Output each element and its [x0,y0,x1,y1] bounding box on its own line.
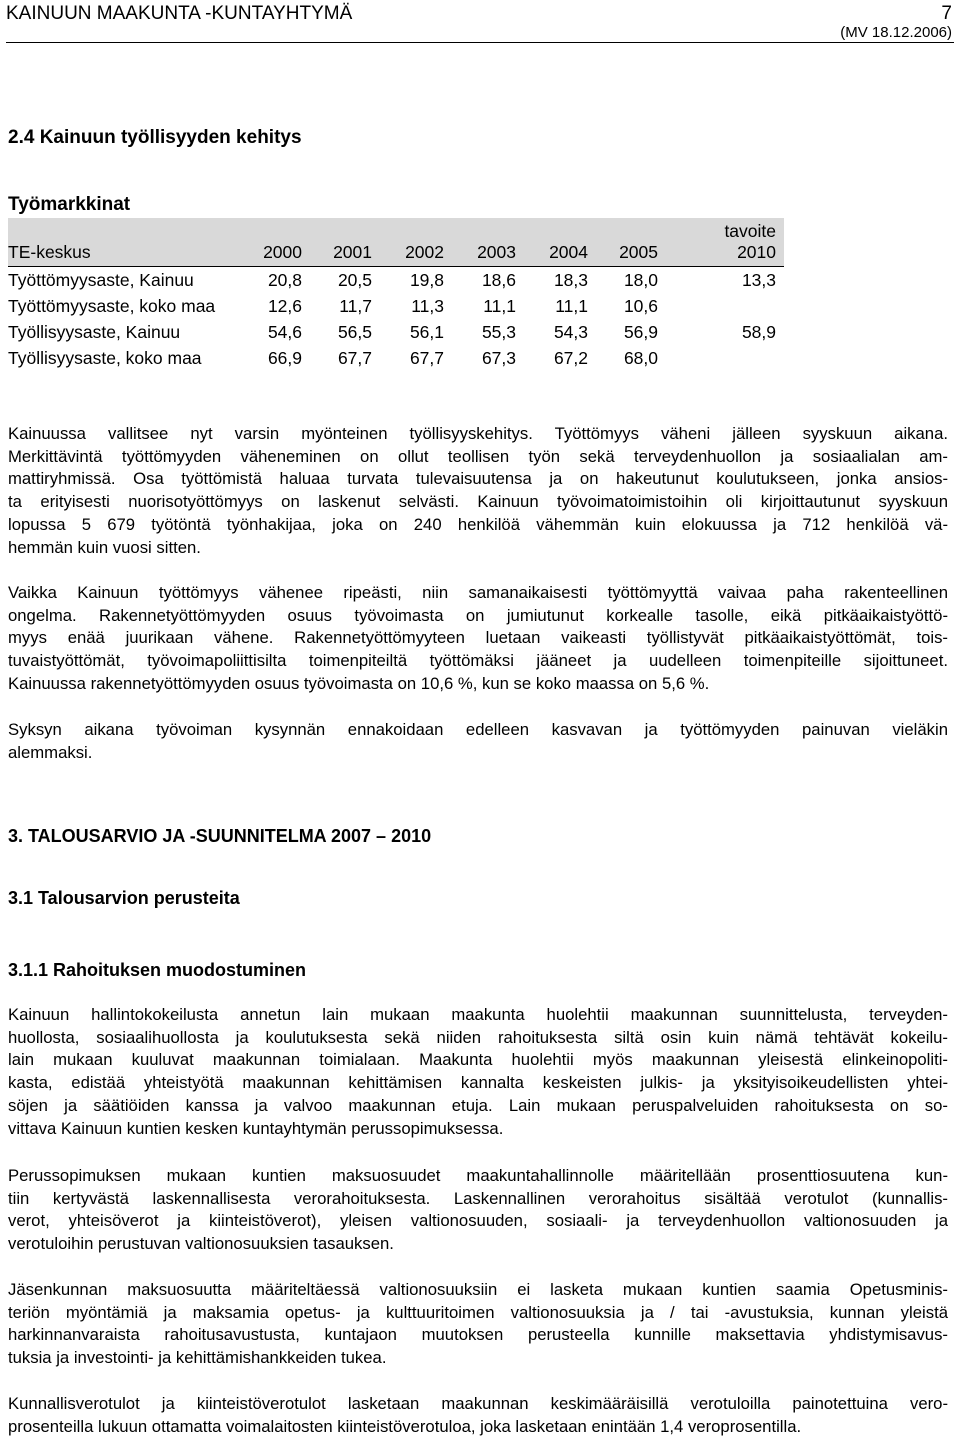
row-label: Työllisyysaste, koko maa [8,348,202,368]
table-cell: 11,7 [339,296,372,316]
text-line: söjen ja säätiöiden kanssa ja valvoo maakunnan etuja. Lain mukaan peruspalveluiden rahoituksesta on so- [8,1095,948,1115]
text-line: Kainuussa vallitsee nyt varsin myönteinen työllisyyskehitys. Työttömyys väheni jälleen syyskuun aikana. [8,424,948,443]
target-cell: 58,9 [741,322,776,342]
table-cell: 20,8 [267,270,302,290]
text-line: Vaikka Kainuun työttömyys vähenee ripeästi, niin samanaikaisesti työttömyyttä vaivaa paha rakenteellinen [8,583,948,602]
paragraph-structural-unemployment [8,582,948,696]
table-cell: 56,5 [337,322,372,342]
text-line: mattiryhmissä. Osa työttömistä haluaa turvata tulevaisuutensa ja on hakeutunut koulutukseen, jonka ansios- [8,469,948,489]
section-heading: 3.1 Talousarvion perusteita [8,888,240,908]
text-line: verotuloihin perustuvan valtionosuuksien tasauksen. [8,1234,394,1254]
year-header: 2002 [405,242,444,262]
year-header: 2000 [263,242,302,262]
text-line: Kainuun hallintokokeilusta annetun lain mukaan maakunta huolehtii maakunnan suunnittelusta, terveyden- [8,1005,948,1024]
table-cell: 67,2 [553,348,588,368]
section-title: 2.4 Kainuun työllisyyden kehitys [8,127,302,148]
text-line: ongelma. Rakennetyöttömyyden osuus työvoimasta on jumiutunut korkealle tasolle, eikä pitkäaikaistyöttö- [8,605,948,625]
table-cell: 12,6 [267,296,302,316]
table-cell: 54,3 [553,322,588,342]
year-header: 2001 [333,242,372,262]
table-cell: 66,9 [267,348,302,368]
version-date: (MV 18.12.2006) [840,24,952,41]
target-year: 2010 [737,242,776,262]
target-year-header [706,221,776,263]
year-header: 2004 [549,242,588,262]
table-cell: 55,3 [481,322,516,342]
text-line: Merkittävintä työttömyyden väheneminen on ollut teollisen työn sekä terveydenhuollon ja sosiaalialan am- [8,446,948,466]
text-line: vittava Kainuun kuntien kesken kuntayhtymän perussopimuksessa. [8,1118,504,1138]
table-body [8,267,784,372]
employment-table [8,218,784,372]
table-cell: 11,1 [483,296,516,316]
table-cell: 67,3 [481,348,516,368]
text-line: prosenteilla lukuun ottamatta voimalaitosten kiinteistöverotuloa, joka lasketaan enintään 1,4 veroprosentilla. [8,1416,802,1436]
table-cell: 56,9 [623,322,658,342]
table-cell: 67,7 [409,348,444,368]
text-line: tuvaistyöttömät, työvoimapoliittisilta toimenpiteiltä työttömäksi jääneet ja uudelleen toimenpiteille sijoittuneet. [8,651,948,671]
text-line: kasta, edistää yhteistyötä maakunnan kehittämisen kannalta keskeisten julkis- ja yksityisoikeudellisten yhtei- [8,1073,948,1093]
table-header [8,218,784,266]
table-cell: 10,6 [623,296,658,316]
table-row [8,294,784,320]
target-label: tavoite [724,221,776,241]
target-cell: 13,3 [741,270,776,290]
text-line: verot, yhteisöverot ja kiinteistöverot), yleisen valtionosuuden, sosiaali- ja terveydenhuollon valtionosuuden ja [8,1211,948,1231]
paragraph-employment-trend [8,423,948,559]
row-label: Työllisyysaste, Kainuu [8,322,181,342]
table-cell: 11,3 [411,296,444,316]
table-cell: 18,0 [623,270,658,290]
text-line: Syksyn aikana työvoiman kysynnän ennakoidaan edelleen kasvavan ja työttömyyden painuvan vieläkin [8,720,948,739]
table-cell: 20,5 [337,270,372,290]
table-cell: 19,8 [409,270,444,290]
table-header-label: TE-keskus [8,242,91,262]
text-line: Perussopimuksen mukaan kuntien maksuosuudet maakuntahallinnolle määritellään prosenttiosuutena kun- [8,1166,948,1185]
row-label: Työttömyysaste, Kainuu [8,270,194,290]
paragraph-payment-shares [8,1165,948,1256]
text-line: harkinnanvaraista rahoitusavustusta, kuntajaon muutoksen perusteella kunnille maksettavia yhdistymisavus- [8,1325,948,1345]
header-divider [6,42,954,43]
paragraph-tax-revenue [8,1393,948,1438]
text-line: hemmän kuin vuosi sitten. [8,537,201,557]
text-line: tiin kertyvästä laskennallisesta verorahoituksesta. Laskennallinen verorahoitus sisältää verotulot (kunnallis- [8,1188,948,1208]
table-cell: 18,3 [553,270,588,290]
paragraph-financing-law [8,1004,948,1140]
text-line: tuksia ja investointi- ja kehittämishankkeiden tukea. [8,1348,387,1368]
table-cell: 54,6 [267,322,302,342]
paragraph-autumn-outlook [8,719,948,764]
table-cell: 18,6 [481,270,516,290]
text-line: Kunnallisverotulot ja kiinteistöverotulot lasketaan maakunnan keskimääräisillä verotuloilla painotettuina vero- [8,1394,948,1413]
text-line: Kainuussa rakennetyöttömyyden osuus työvoimasta on 10,6 %, kun se koko maassa on 5,6 %. [8,673,710,693]
page-number: 7 [941,3,952,24]
table-cell: 11,1 [555,296,588,316]
table-row [8,320,784,346]
year-header: 2005 [619,242,658,262]
text-line: ta erityisesti nuorisotyöttömyys on laskenut selvästi. Kainuun työvoimatoimistoihin oli kirjoittautunut syyskuun [8,492,948,512]
text-line: Jäsenkunnan maksuosuutta määriteltäessä valtionosuuksiin ei lasketa mukaan kuntien saamia Opetusminis- [8,1280,948,1299]
table-cell: 56,1 [409,322,444,342]
header-organization: KAINUUN MAAKUNTA -KUNTAYHTYMÄ [6,3,353,24]
text-line: lopussa 5 679 työtöntä työnhakijaa, joka on 240 henkilöä vähemmän kuin elokuussa ja 712 henkilöä vä- [8,514,948,534]
text-line: myys enää juurikaan vähene. Rakennetyöttömyyteen luetaan vaikeasti työllistyvät pitkäaikaistyöttömät, tois- [8,628,948,648]
text-line: lain mukaan kuuluvat maakunnan toimialaan. Maakunta huolehtii myös maakunnan yleisestä elinkeinopoliti- [8,1050,948,1070]
table-row [8,268,784,294]
table-cell: 67,7 [337,348,372,368]
text-line: huollosta, sosiaalihuollosta ja koulutuksesta sekä niiden rahoituksesta siltä osin kuin nämä tehtävät kokeilu- [8,1027,948,1047]
table-row [8,346,784,372]
text-line: alemmaksi. [8,742,93,762]
row-label: Työttömyysaste, koko maa [8,296,216,316]
subsection-heading: 3.1.1 Rahoituksen muodostuminen [8,960,307,980]
text-line: teriön myöntämiä ja maksamia opetus- ja kulttuuritoimen valtionosuuksia ja / tai -avustuksia, kunnan yleistä [8,1302,948,1322]
table-cell: 68,0 [623,348,658,368]
table-caption: Työmarkkinat [8,194,131,215]
paragraph-member-contribution [8,1279,948,1370]
year-header: 2003 [477,242,516,262]
chapter-heading: 3. TALOUSARVIO JA -SUUNNITELMA 2007 – 2010 [8,826,432,846]
